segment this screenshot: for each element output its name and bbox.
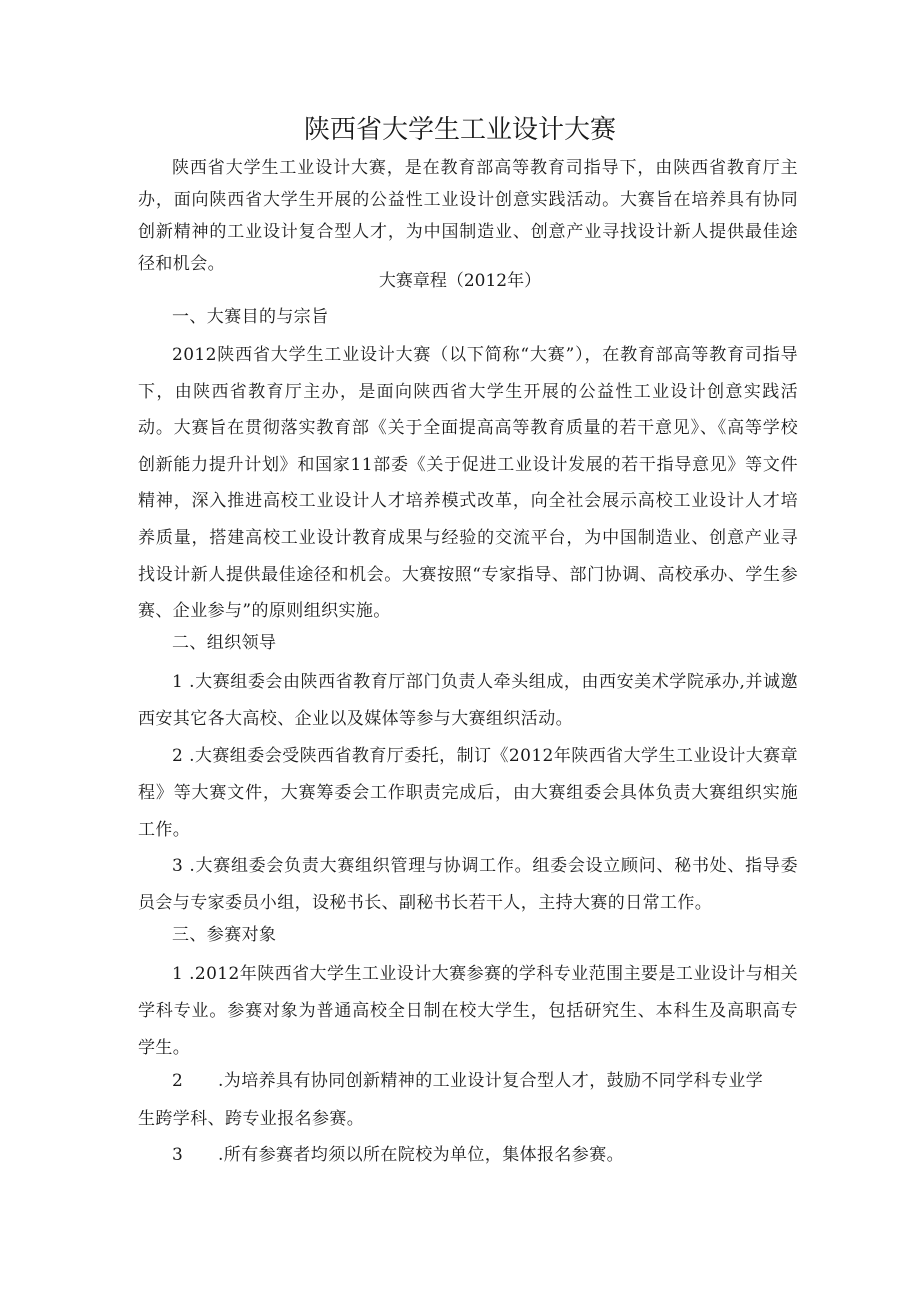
intro-paragraph: 陕西省大学生工业设计大赛，是在教育部高等教育司指导下，由陕西省教育厅主办，面向陕西省大学生开展的公益性工业设计创意实践活动。大赛旨在培养具有协同创新精神的工业设计复合型人才，为中国制造业、创意产业寻找设计新人提供最佳途径和机会。 [138, 158, 798, 274]
section-3-item-1: 1 .2012年陕西省大学生工业设计大赛参赛的学科专业范围主要是工业设计与相关学科专业。参赛对象为普通高校全日制在校大学生，包括研究生、本科生及高职高专学生。 [138, 964, 798, 1058]
section-3-item-2-number: 2 [172, 1071, 183, 1091]
section-2-item-3: 3 .大赛组委会负责大赛组织管理与协调工作。组委会设立顾问、秘书处、指导委员会与专家委员小组，设秘书长、副秘书长若干人，主持大赛的日常工作。 [138, 856, 798, 913]
section-1-body: 2012陕西省大学生工业设计大赛（以下简称“大赛”），在教育部高等教育司指导下，由陕西省教育厅主办，是面向陕西省大学生开展的公益性工业设计创意实践活动。大赛旨在贯彻落实教育部《关于全面提高高等教育质量的若干意见》、《高等学校创新能力提升计划》和国家11部委《关于促进工业设计发展的若干指导意见》等文件精神，深入推进高校工业设计人才培养模式改革，向全社会展示高校工业设计人才培养质量，搭建高校工业设计教育成果与经验的交流平台，为中国制造业、创意产业寻找设计新人提供最佳途径和机会。大赛按照“专家指导、部门协调、高校承办、学生参赛、企业参与”的原则组织实施。 [138, 345, 798, 622]
charter-title: 大赛章程（2012年） [378, 271, 542, 291]
section-heading-2: 二、组织领导 [172, 633, 277, 653]
intro-paragraph-block [138, 152, 798, 280]
section-3-item-3-text: .所有参赛者均须以所在院校为单位，集体报名参赛。 [218, 1145, 625, 1165]
section-3-item-2-line-2: 生跨学科、跨专业报名参赛。 [138, 1109, 365, 1129]
document-title: 陕西省大学生工业设计大赛 [303, 115, 616, 145]
section-2-item-2: 2 .大赛组委会受陕西省教育厅委托，制订《2012年陕西省大学生工业设计大赛章程》等大赛文件，大赛筹委会工作职责完成后，由大赛组委会具体负责大赛组织实施工作。 [138, 746, 798, 840]
section-2-item-1: 1 .大赛组委会由陕西省教育厅部门负责人牵头组成，由西安美术学院承办,并诚邀西安其它各大高校、企业以及媒体等参与大赛组织活动。 [138, 672, 798, 729]
section-heading-1: 一、大赛目的与宗旨 [172, 307, 329, 327]
section-3-item-3-number: 3 [172, 1145, 183, 1165]
section-heading-3: 三、参赛对象 [172, 925, 277, 945]
section-3-item-2-line-1: .为培养具有协同创新精神的工业设计复合型人才，鼓励不同学科专业学 [218, 1071, 764, 1091]
section-1-body-block [138, 337, 798, 630]
